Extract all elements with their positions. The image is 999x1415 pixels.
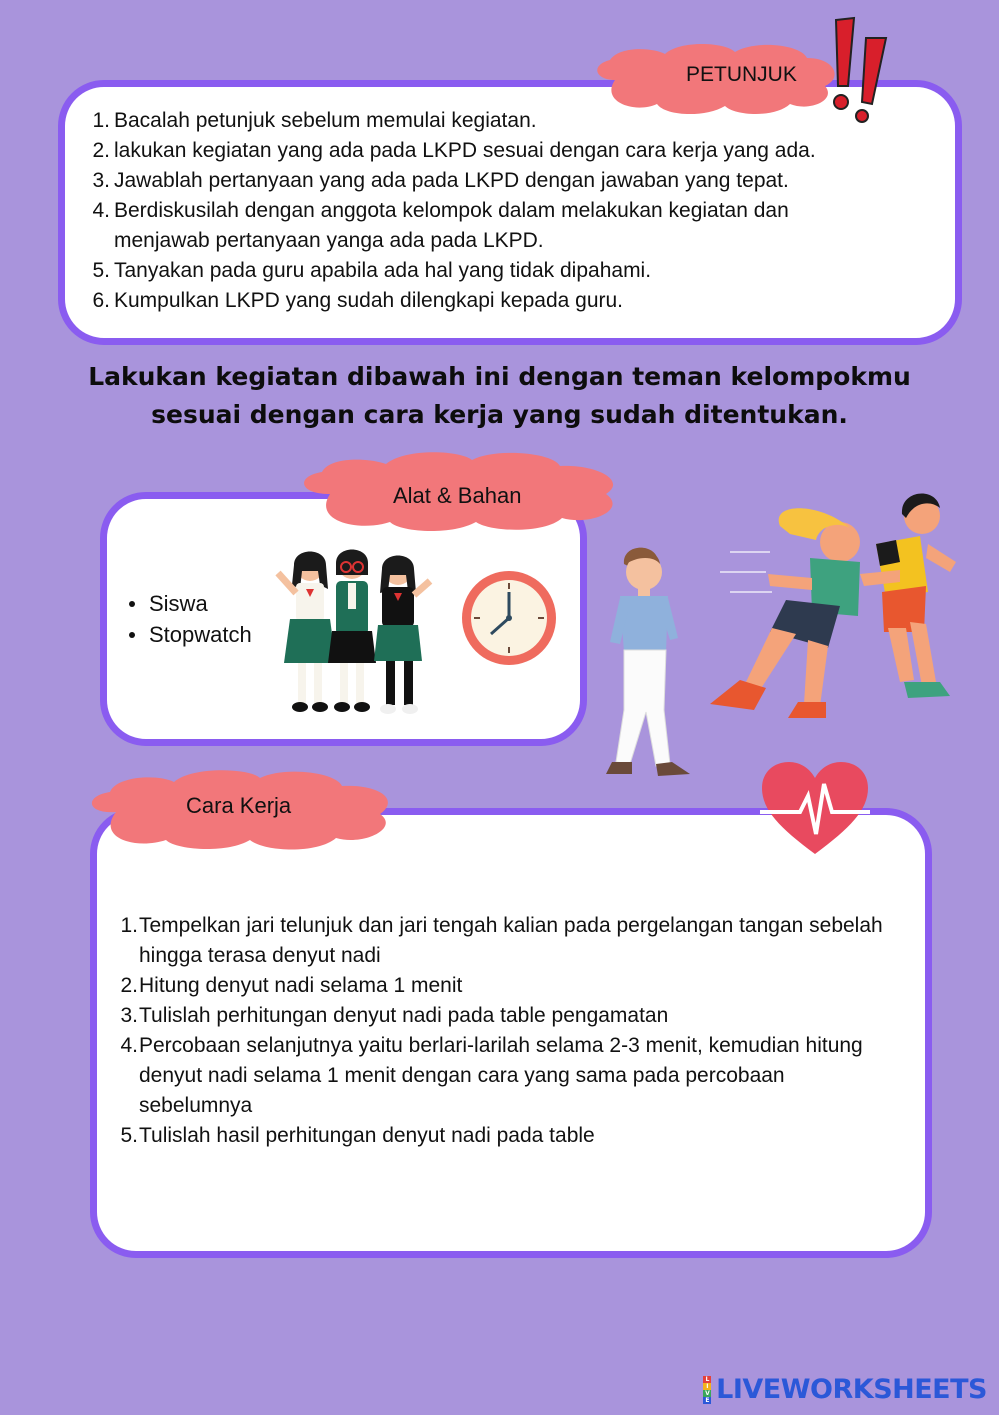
item-text: Jawablah pertanyaan yang ada pada LKPD dengan jawaban yang tepat.: [114, 169, 789, 192]
clock-icon: [459, 570, 559, 666]
cara-kerja-list: [112, 911, 912, 1151]
list-item: Stopwatch: [126, 619, 252, 650]
live-letter: E: [703, 1397, 711, 1404]
item-text: Percobaan selanjutnya yaitu berlari-larilah selama 2-3 menit, kemudian hitung denyut nadi selama 1 menit dengan cara yang sama pada percobaan sebelumnya: [139, 1034, 863, 1117]
item-text: Kumpulkan LKPD yang sudah dilengkapi kepada guru.: [114, 289, 624, 312]
item-number: 6.: [92, 289, 110, 312]
live-letter: V: [705, 1389, 710, 1397]
item-number: 5.: [120, 1124, 138, 1147]
item-number: 5.: [92, 259, 110, 282]
list-item: [84, 136, 944, 166]
item-number: 1.: [92, 109, 110, 132]
item-text: Tulislah perhitungan denyut nadi pada table pengamatan: [139, 1004, 669, 1027]
list-item: [84, 106, 944, 136]
students-illustration: [270, 545, 438, 723]
list-item: [112, 971, 912, 1001]
item-number: 3.: [120, 1004, 138, 1027]
item-number: 2.: [92, 139, 110, 162]
cara-kerja-title: Cara Kerja: [186, 793, 292, 818]
live-letter: I: [703, 1383, 711, 1390]
alat-bahan-title: Alat & Bahan: [393, 483, 522, 508]
walking-person-illustration: [598, 542, 698, 787]
live-badge-icon: [703, 1376, 711, 1404]
live-letter: L: [703, 1376, 711, 1383]
liveworksheets-logo[interactable]: [703, 1374, 987, 1405]
running-people-illustration: [700, 482, 965, 732]
item-number: 1.: [120, 914, 138, 937]
list-item: [112, 1121, 912, 1151]
list-item: [84, 166, 944, 196]
item-text: Tanyakan pada guru apabila ada hal yang tidak dipahami.: [114, 259, 652, 282]
item-text: Hitung denyut nadi selama 1 menit: [139, 974, 463, 997]
instruction-heading-line2: sesuai dengan cara kerja yang sudah ditentukan.: [151, 400, 848, 429]
item-number: 4.: [120, 1034, 138, 1057]
list-item: Siswa: [126, 588, 252, 619]
item-text: lakukan kegiatan yang ada pada LKPD sesuai dengan cara kerja yang ada.: [114, 139, 816, 162]
item-number: 3.: [92, 169, 110, 192]
petunjuk-list: [84, 106, 944, 316]
list-item: [112, 1031, 912, 1121]
item-text: Tulislah hasil perhitungan denyut nadi pada table: [139, 1124, 595, 1147]
item-text: Tempelkan jari telunjuk dan jari tengah kalian pada pergelangan tangan sebelah hingga terasa denyut nadi: [139, 914, 883, 967]
petunjuk-title: PETUNJUK: [686, 63, 797, 86]
list-item: [112, 911, 912, 971]
list-item: [84, 256, 944, 286]
list-item: [84, 196, 944, 256]
item-text: Bacalah petunjuk sebelum memulai kegiatan.: [114, 109, 537, 132]
alat-bahan-list: [126, 588, 252, 650]
item-number: 2.: [120, 974, 138, 997]
brand-text: LIVEWORKSHEETS: [716, 1374, 987, 1405]
heartbeat-icon: [760, 762, 870, 856]
instruction-heading-line1: Lakukan kegiatan dibawah ini dengan teman kelompokmu: [88, 362, 911, 391]
list-item: [84, 286, 944, 316]
item-number: 4.: [92, 199, 110, 222]
exclamation-icon: [826, 16, 892, 120]
list-item: [112, 1001, 912, 1031]
item-text: Berdiskusilah dengan anggota kelompok dalam melakukan kegiatan dan menjawab pertanyaan yanga ada pada LKPD.: [114, 199, 789, 252]
